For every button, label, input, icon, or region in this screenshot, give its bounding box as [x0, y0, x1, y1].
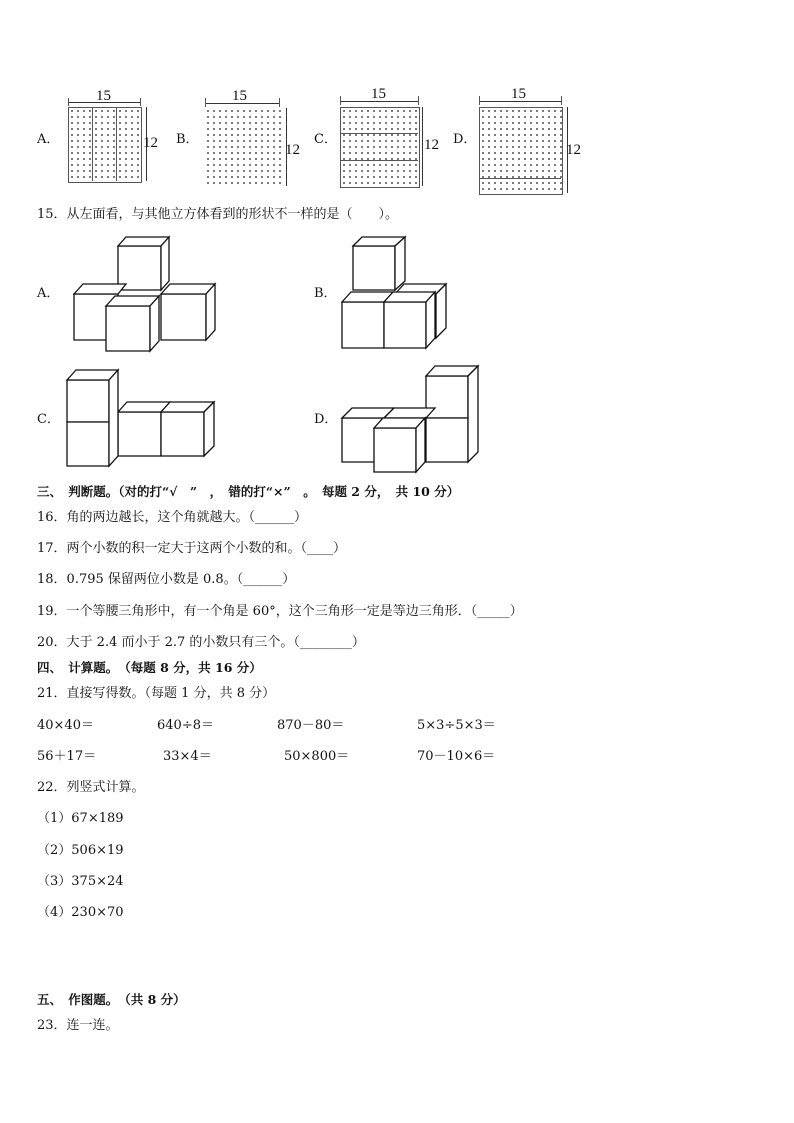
q15-option-b-figure[interactable] — [338, 234, 458, 354]
q21-item: 40×40＝ — [37, 718, 94, 733]
q22-text: 22．列竖式计算。 — [37, 780, 145, 795]
height-label: 12 — [143, 135, 158, 151]
q22-item: （3）375×24 — [37, 874, 124, 889]
section4-title: 四、 计算题。 （每题 8 分，共 16 分） — [37, 660, 262, 675]
q19-text: 19．一个等腰三角形中，有一个角是 60°，这个三角形一定是等边三角形．（_____） — [37, 604, 523, 619]
width-label: 15 — [232, 88, 247, 104]
width-label: 15 — [511, 86, 526, 102]
q15-option-d-figure[interactable] — [338, 362, 483, 474]
height-label: 12 — [285, 142, 300, 158]
q21-item: 56＋17＝ — [37, 749, 97, 764]
q15-text: 15．从左面看，与其他立方体看到的形状不一样的是（ ）。 — [37, 207, 399, 222]
q21-item: 50×800＝ — [284, 749, 350, 764]
q23-text: 23．连一连。 — [37, 1018, 119, 1033]
q15-option-a-label: A． — [37, 286, 60, 301]
q18-text: 18．0.795 保留两位小数是 0.8。（______） — [37, 572, 296, 587]
q22-item: （2）506×19 — [37, 843, 124, 858]
q15-option-c-label: C． — [37, 412, 60, 427]
q22-item: （4）230×70 — [37, 905, 124, 920]
q14-option-b-label: B． — [176, 132, 199, 147]
q14-option-c-label: C． — [314, 132, 337, 147]
section3-title: 三、 判断题。（对的打“√ ” ， 错的打“×” 。 每题 2 分， 共 10 分） — [37, 484, 460, 499]
section5-title: 五、 作图题。 （共 8 分） — [37, 992, 186, 1007]
q21-item: 640÷8＝ — [157, 718, 214, 733]
q15-option-d-label: D． — [314, 412, 338, 427]
width-label: 15 — [96, 88, 111, 104]
q21-item: 33×4＝ — [163, 749, 212, 764]
q20-text: 20．大于 2.4 而小于 2.7 的小数只有三个。（________） — [37, 635, 365, 650]
q15-option-a-figure[interactable] — [70, 234, 220, 354]
q21-text: 21．直接写得数。（每题 1 分，共 8 分） — [37, 686, 276, 701]
q21-item: 870－80＝ — [277, 718, 345, 733]
q21-item: 70－10×6＝ — [417, 749, 496, 764]
q21-item: 5×3÷5×3＝ — [417, 718, 496, 733]
height-label: 12 — [424, 137, 439, 153]
q22-item: （1）67×189 — [37, 811, 124, 826]
q16-text: 16．角的两边越长，这个角就越大。（______） — [37, 510, 308, 525]
width-label: 15 — [371, 86, 386, 102]
q15-option-b-label: B． — [314, 286, 337, 301]
q14-option-d-label: D． — [453, 132, 477, 147]
q14-option-a-label: A． — [37, 132, 60, 147]
q17-text: 17．两个小数的积一定大于这两个小数的和。（____） — [37, 541, 347, 556]
height-label: 12 — [566, 142, 581, 158]
q15-option-c-figure[interactable] — [64, 366, 224, 471]
